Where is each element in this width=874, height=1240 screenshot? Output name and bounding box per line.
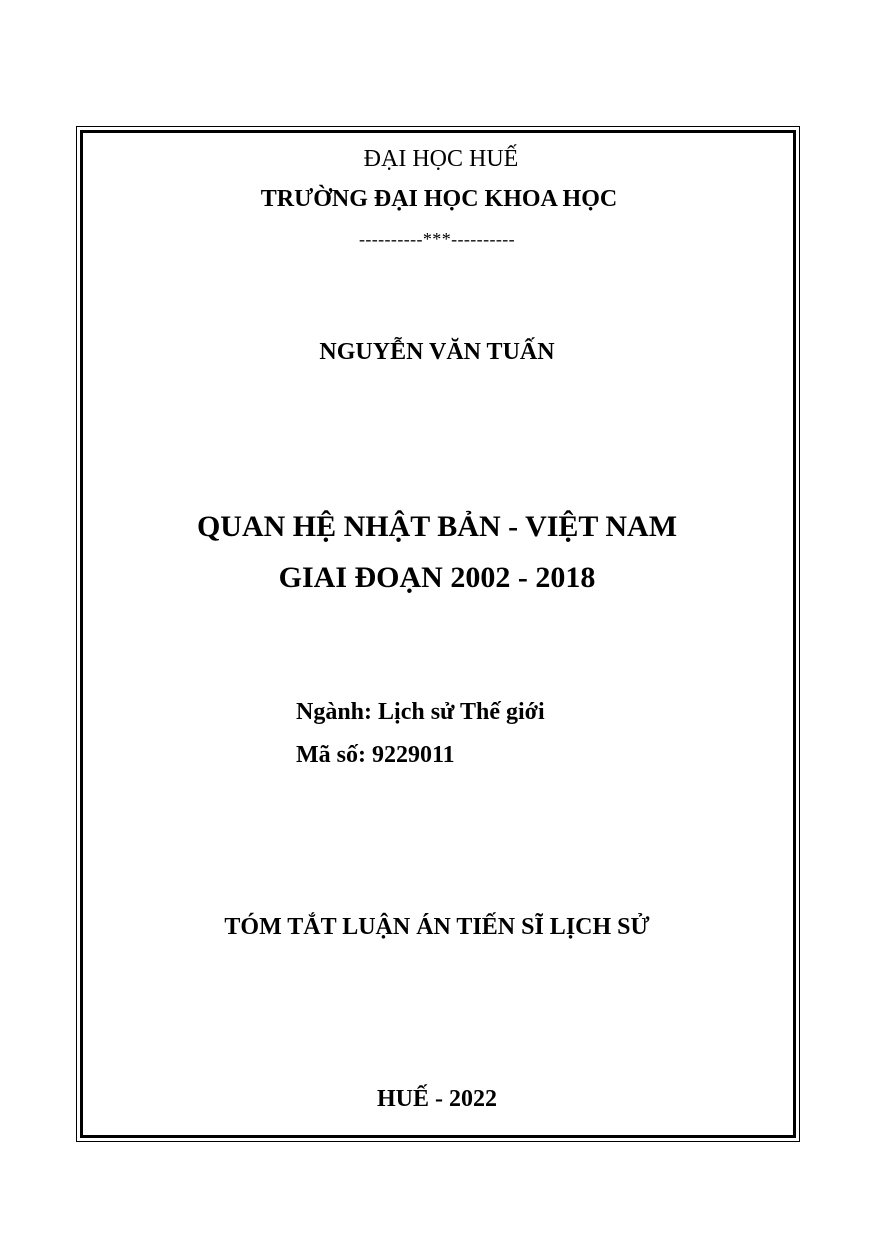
cover-border-inner <box>80 130 796 1138</box>
author-name: NGUYỄN VĂN TUẤN <box>319 339 555 365</box>
document-type: TÓM TẮT LUẬN ÁN TIẾN SĨ LỊCH SỬ <box>224 914 650 940</box>
separator: ----------***---------- <box>358 229 516 249</box>
thesis-title-line-2: GIAI ĐOẠN 2002 - 2018 <box>278 561 596 594</box>
university-name: ĐẠI HỌC HUẾ <box>363 146 519 172</box>
place-year: HUẾ - 2022 <box>377 1086 497 1112</box>
thesis-title-line-1: QUAN HỆ NHẬT BẢN - VIỆT NAM <box>196 510 678 543</box>
code-field: Mã số: 9229011 <box>296 742 455 768</box>
major-field: Ngành: Lịch sử Thế giới <box>296 699 545 725</box>
cover-border <box>76 126 800 1142</box>
faculty-name: TRƯỜNG ĐẠI HỌC KHOA HỌC <box>260 186 618 212</box>
